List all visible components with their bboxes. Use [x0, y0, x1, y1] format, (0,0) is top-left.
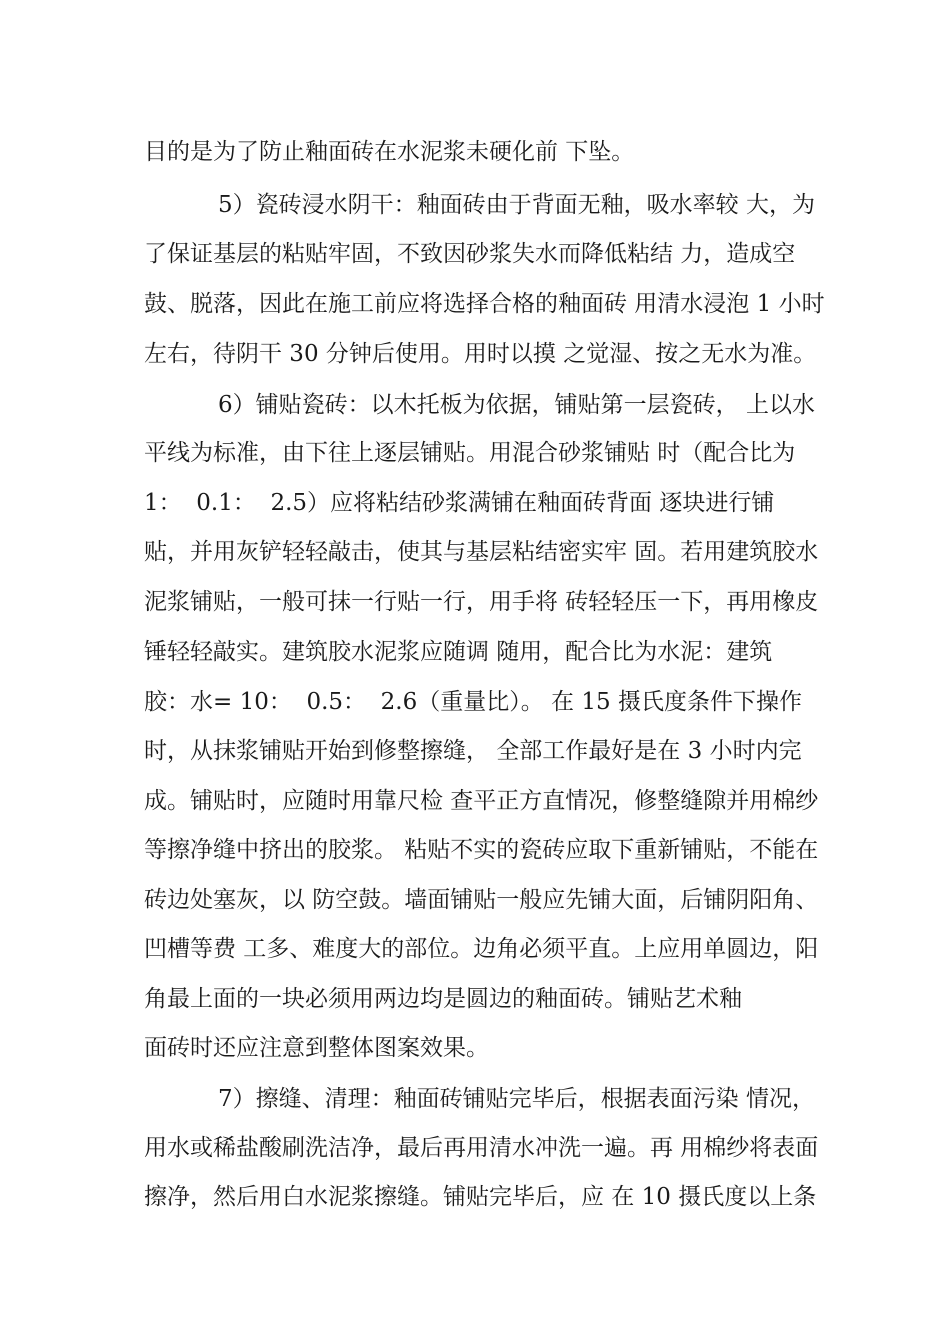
text-line-21: 用水或稀盐酸刷洗洁净，最后再用清水冲洗一遍。再 用棉纱将表面 — [144, 1135, 819, 1161]
text-line-1: 目的是为了防止釉面砖在水泥浆未硬化前 下坠。 — [144, 139, 635, 165]
text-line-15: 等擦净缝中挤出的胶浆。 粘贴不实的瓷砖应取下重新铺贴，不能在 — [144, 837, 819, 863]
text-line-8: 1： 0.1： 2.5）应将粘结砂浆满铺在釉面砖背面 逐块进行铺 — [144, 490, 775, 516]
text-line-16: 砖边处塞灰，以 防空鼓。墙面铺贴一般应先铺大面，后铺阴阳角、 — [144, 887, 819, 913]
text-line-5: 左右，待阴干 30 分钟后使用。用时以摸 之觉湿、按之无水为准。 — [144, 341, 817, 367]
text-line-22: 擦净，然后用白水泥浆擦缝。铺贴完毕后，应 在 10 摄氏度以上条 — [144, 1184, 817, 1210]
text-line-17: 凹槽等费 工多、难度大的部位。边角必须平直。上应用单圆边，阳 — [144, 936, 819, 962]
text-line-12: 胶：水= 10： 0.5： 2.6（重量比）。 在 15 摄氏度条件下操作 — [144, 689, 802, 715]
text-line-14: 成。铺贴时，应随时用靠尺检 查平正方直情况，修整缝隙并用棉纱 — [144, 788, 819, 814]
text-line-11: 锤轻轻敲实。建筑胶水泥浆应随调 随用，配合比为水泥：建筑 — [144, 639, 773, 665]
text-line-18: 角最上面的一块必须用两边均是圆边的釉面砖。铺贴艺术釉 — [144, 986, 742, 1012]
paragraph-6-start: 6）铺贴瓷砖：以木托板为依据，铺贴第一层瓷砖， 上以水 — [218, 392, 815, 418]
paragraph-7-start: 7）擦缝、清理：釉面砖铺贴完毕后，根据表面污染 情况， — [218, 1086, 815, 1112]
text-line-4: 鼓、脱落，因此在施工前应将选择合格的釉面砖 用清水浸泡 1 小时 — [144, 291, 825, 317]
text-line-7: 平线为标准，由下往上逐层铺贴。用混合砂浆铺贴 时（配合比为 — [144, 440, 796, 466]
text-line-19: 面砖时还应注意到整体图案效果。 — [144, 1035, 489, 1061]
text-line-3: 了保证基层的粘贴牢固，不致因砂浆失水而降低粘结 力，造成空 — [144, 241, 796, 267]
text-line-10: 泥浆铺贴，一般可抹一行贴一行，用手将 砖轻轻压一下，再用橡皮 — [144, 589, 819, 615]
text-line-9: 贴，并用灰铲轻轻敲击，使其与基层粘结密实牢 固。若用建筑胶水 — [144, 539, 819, 565]
paragraph-5-start: 5）瓷砖浸水阴干：釉面砖由于背面无釉，吸水率较 大，为 — [218, 192, 815, 218]
text-line-13: 时，从抹浆铺贴开始到修整擦缝， 全部工作最好是在 3 小时内完 — [144, 738, 802, 764]
